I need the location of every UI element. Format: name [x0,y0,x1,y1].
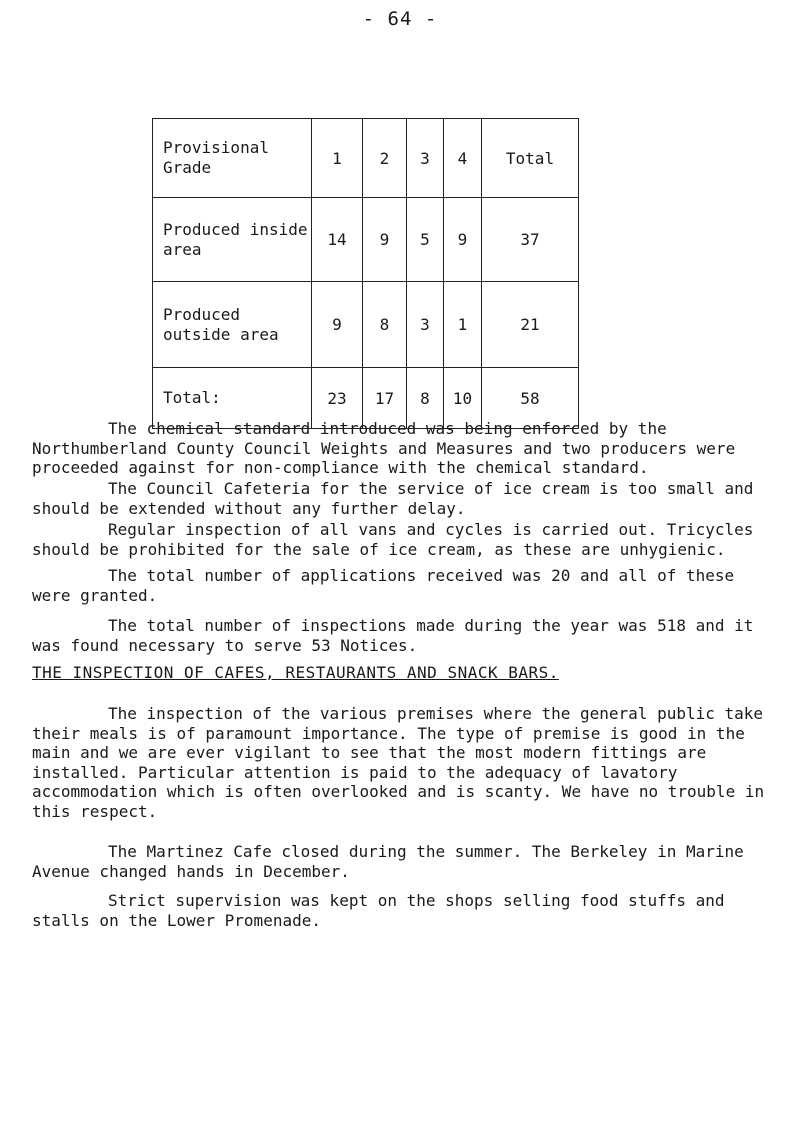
paragraph: The Martinez Cafe closed during the summer. The Berkeley in Marine Avenue changed hands in December. [32,842,744,881]
paragraph: The Council Cafeteria for the service of ice cream is too small and should be extended without any further delay. [32,479,754,518]
paragraph: The inspection of the various premises where the general public take their meals is of paramount importance. The type of premise is good in the main and we are ever vigilant to see that the most modern fittings are installed. Particular attention is paid to the adequacy of lavatory accommodation which is often overlooked and is scanty. We have no trouble in this respect. [32,704,765,821]
table-cell: 17 [363,368,407,429]
table-row [153,282,579,368]
table-cell: 8 [407,368,444,429]
table-cell: 21 [482,282,579,368]
paragraph: The chemical standard introduced was being enforced by the Northumberland County Council Weights and Measures and two producers were proceeded against for non-compliance with the chemical standard. [32,419,736,477]
table-cell: 10 [444,368,482,429]
table-cell: 58 [482,368,579,429]
header-cell: Total [482,119,579,198]
row-label: Produced outside area [153,282,312,368]
table-cell: 9 [363,198,407,282]
table-cell: 9 [312,282,363,368]
row-label: Produced inside area [153,198,312,282]
table-cell: 23 [312,368,363,429]
header-cell: 1 [312,119,363,198]
table-cell: 14 [312,198,363,282]
header-cell: Provisional Grade [153,119,312,198]
table-cell: 1 [444,282,482,368]
page-number: - 64 - [362,8,438,30]
header-cell: 3 [407,119,444,198]
paragraph: The total number of inspections made during the year was 518 and it was found necessary to serve 53 Notices. [32,616,754,655]
section-heading: THE INSPECTION OF CAFES, RESTAURANTS AND SNACK BARS. [32,663,559,682]
table-cell: 37 [482,198,579,282]
header-cell: 4 [444,119,482,198]
paragraph: Strict supervision was kept on the shops selling food stuffs and stalls on the Lower Promenade. [32,891,725,930]
table-cell: 3 [407,282,444,368]
paragraph: Regular inspection of all vans and cycles is carried out. Tricycles should be prohibited for the sale of ice cream, as these are unhygienic. [32,520,754,559]
table-cell: 9 [444,198,482,282]
header-cell: 2 [363,119,407,198]
table-cell: 8 [363,282,407,368]
paragraph: The total number of applications received was 20 and all of these were granted. [32,566,735,605]
table-row [153,198,579,282]
row-label: Total: [153,368,312,429]
grade-table [152,118,579,429]
table-header-row [153,119,579,198]
table-cell: 5 [407,198,444,282]
